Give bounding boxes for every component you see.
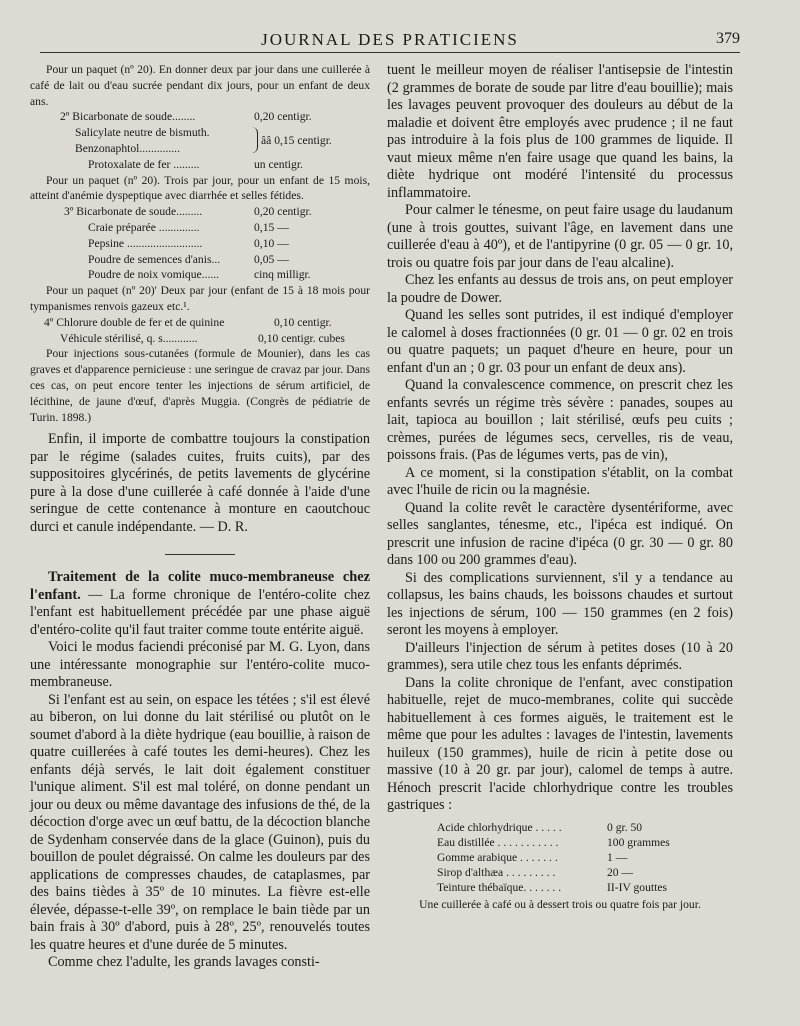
drug-line bbox=[30, 267, 370, 283]
paragraph: Quand la convalescence commence, on prescrit chez les enfants sevrés un régime très sévère : panades, soupes au lait, tapioca au bouillon ; lait stérilisé, œufs peu cuits ; crèmes, purées de légumes secs, cervelles, ris de veau, poissons frais. (Pas de légumes verts, pas de vin), bbox=[387, 377, 733, 463]
recipe-line bbox=[387, 879, 733, 894]
paragraph: Dans la colite chronique de l'enfant, avec constipation habituelle, rejet de muco-membranes, colite qui succède habituellement à ces formes aiguës, le traitement est le même que pour les adultes : lavages de l'intestin, lavements huileux (150 grammes), huile de ricin à petite dose ou massive (10 à 20 gr. par jour), calomel de temps à autre. Hénoch prescrit l'acide chlorhydrique contre les troubles gastriques : bbox=[387, 674, 733, 813]
paragraph: Voici le modus faciendi préconisé par M. G. Lyon, dans une intéressante monographie sur l'entéro-colite muco-membraneuse. bbox=[30, 639, 370, 691]
drug-dose: 0,10 centigr. cubes bbox=[258, 331, 345, 345]
paragraph: Si l'enfant est au sein, on espace les tétées ; s'il est élevé au biberon, on lui donne du lait stérilisé ou plutôt on le soumet d'abord à la diète hydrique (eau bouillie, à raison de quatre cuillerées à café toutes les demi-heures). Chez les enfants déjà servés, le lait doit également constituer l'unique aliment. S'il est mal toléré, on donne pendant un jour ou deux ou même davantage des infusions de thé, de la décoction d'orge avec un œuf battu, de la décoction blanche de Sydenham conservée dans de la glace (Guinon), puis du bouillon de poulet dégraissé. On calme les douleurs par des applications de compresses chaudes, de cataplasmes, par des bains tièdes à 35º de 10 minutes. La fièvre est-elle élevée, dépasse-t-elle 39º, on remplace le bain tiède par un bain frais à 30º d'abord, puis à 28º, 25º, renouvelés toutes les quatre heures et d'une durée de 5 minutes. bbox=[30, 691, 370, 953]
drug-name: Poudre de noix vomique...... bbox=[88, 268, 220, 282]
drug-dose: un centigr. bbox=[254, 157, 303, 171]
recipe-ingredient: Acide chlorhydrique . . . . . bbox=[437, 820, 562, 834]
drug-dose: ââ 0,15 centigr. bbox=[261, 134, 332, 148]
left-column bbox=[30, 62, 370, 972]
page-number: 379 bbox=[716, 30, 740, 47]
drug-line bbox=[30, 220, 370, 236]
paragraph: tuent le meilleur moyen de réaliser l'antisepsie de l'intestin (2 grammes de borate de soude par litre d'eau bouillie); mais les lavages peuvent provoquer des douleurs au début de la maladie et doivent être employés avec prudence ; il ne faut pas introduire à la fois plus de 100 grammes de liquide. Il vaut mieux même n'en faire usage que quand les bains, la diète hydrique ont modéré l'intensité du processus inflammatoire. bbox=[387, 62, 733, 201]
paragraph: Si des complications surviennent, s'il y a tendance au collapsus, les bains chauds, les boissons chaudes et surtout les injections de sérum, 100 — 150 grammes (en 2 fois) seront les moyens à employer. bbox=[387, 569, 733, 638]
section-intro bbox=[30, 569, 370, 639]
drug-dose: 0,20 centigr. bbox=[254, 205, 312, 219]
drug-line bbox=[30, 109, 370, 125]
drug-line bbox=[30, 157, 370, 173]
drug-dose: 0,05 — bbox=[254, 252, 289, 266]
recipe-line bbox=[387, 864, 733, 879]
section-separator bbox=[165, 554, 235, 555]
right-column bbox=[387, 62, 733, 913]
drug-line bbox=[30, 204, 370, 220]
drug-name: Pepsine .......................... bbox=[88, 236, 203, 250]
drug-name: 2º Bicarbonate de soude........ bbox=[60, 110, 196, 124]
drug-name: 3º Bicarbonate de soude......... bbox=[64, 205, 203, 219]
paragraph: Quand la colite revêt le caractère dysentériforme, avec selles sanglantes, ténesme, etc., l'ipéca est indiqué. On prescrit une infusion de racine d'ipéca (0 gr. 30 — 0 gr. 80 dans 100 ou 200 grammes d'eau). bbox=[387, 499, 733, 568]
prescription-note-3: Pour un paquet (nº 20)' Deux par jour (enfant de 15 à 18 mois pour tympanismes renvois gazeux etc.¹. bbox=[30, 284, 370, 313]
drug-dose: 0,15 — bbox=[254, 220, 289, 234]
drug-name: Véhicule stérilisé, q. s............ bbox=[60, 331, 198, 345]
paragraph: A ce moment, si la constipation s'établit, on la combat avec l'huile de ricin ou la magnésie. bbox=[387, 464, 733, 498]
article-body-left bbox=[30, 431, 370, 972]
recipe-ingredient: Gomme arabique . . . . . . . bbox=[437, 850, 558, 864]
recipe-instructions: Une cuillerée à café ou à dessert trois ou quatre fois par jour. bbox=[419, 897, 701, 911]
paragraph: Comme chez l'adulte, les grands lavages consti- bbox=[48, 954, 320, 971]
drug-name: Salicylate neutre de bismuth. bbox=[75, 126, 210, 140]
drug-dose: 0,20 centigr. bbox=[254, 110, 312, 124]
recipe-ingredient: Sirop d'althæa . . . . . . . . . bbox=[437, 865, 556, 879]
drug-name: Craie préparée .............. bbox=[88, 220, 200, 234]
recipe-dose: 1 — bbox=[607, 850, 628, 864]
paragraph: Quand les selles sont putrides, il est indiqué d'employer le calomel à doses fractionnées (0 gr. 01 — 0 gr. 02 en trois ou quatre paquets; un paquet d'heure en heure, pour un enfant d'un an ; 0 gr. 03 pour un enfant de deux ans). bbox=[387, 307, 733, 376]
drug-dose: 0,10 — bbox=[254, 236, 289, 250]
drug-line bbox=[30, 236, 370, 252]
drug-dose: cinq milligr. bbox=[254, 268, 311, 282]
paragraph-text: — La forme chronique de l'entéro-colite chez l'enfant est habituellement précédée par une phase aiguë d'entéro-colite qu'il faut traiter comme toute entérite aiguë. bbox=[30, 586, 370, 638]
prescription-note-4: Pour injections sous-cutanées (formule de Mounier), dans les cas graves et d'apparence pernicieuse : une seringue de cravaz par jour. Dans ces cas, on peut encore tenter les injections de sérum artificiel, de lécithine, de jaune d'œuf, d'après Muggia. (Congrès de pédiatrie de Turin. 1898.) bbox=[30, 347, 370, 424]
section-heading: Traitement de la colite muco-membraneuse chez l'enfant. bbox=[30, 569, 370, 603]
recipe-ingredient: Eau distillée . . . . . . . . . . . bbox=[437, 835, 559, 849]
recipe-table bbox=[387, 819, 733, 914]
drug-name: Poudre de semences d'anis... bbox=[88, 252, 221, 266]
recipe-line bbox=[387, 834, 733, 849]
paragraph: Pour calmer le ténesme, on peut faire usage du laudanum (une à trois gouttes, suivant l'âge, en lavement dans une cuillerée d'eau à 40º), et de l'antipyrine (0 gr. 05 — 0 gr. 10, trois ou quatre fois par jour dans de l'eau alcaline). bbox=[387, 202, 733, 271]
drug-dose: 0,10 centigr. bbox=[274, 315, 332, 329]
prescription-note-1: Pour un paquet (nº 20). En donner deux par jour dans une cuillerée à café de lait ou d'eau sucrée pendant dix jours, pour un enfant de deux ans. bbox=[30, 63, 370, 108]
paragraph: Chez les enfants au dessus de trois ans, on peut employer la poudre de Dower. bbox=[387, 272, 733, 306]
recipe-line bbox=[387, 849, 733, 864]
recipe-ingredient: Teinture thébaïque. . . . . . . bbox=[437, 880, 562, 894]
brace-symbol bbox=[251, 127, 258, 153]
recipe-dose: II-IV gouttes bbox=[607, 880, 667, 894]
journal-title: JOURNAL DES PRATICIENS bbox=[261, 30, 519, 49]
recipe-dose: 100 grammes bbox=[607, 835, 670, 849]
paragraph: Enfin, il importe de combattre toujours la constipation par le régime (salades cuites, fruits cuits), par des suppositoires glycérinés, de petits lavements de glycérine pure à la dose d'une cuillerée à café donnée à l'aide d'une seringue de cette contenance à monture en caoutchouc durci et canule indépendante. — D. R. bbox=[30, 431, 370, 535]
prescription-note-2: Pour un paquet (nº 20). Trois par jour, pour un enfant de 15 mois, atteint d'anémie dyspeptique avec diarrhée et selles fétides. bbox=[30, 173, 370, 203]
prescriptions-block bbox=[30, 62, 370, 425]
recipe-dose: 20 — bbox=[607, 865, 634, 879]
drug-brace-group bbox=[75, 125, 370, 157]
drug-name: 4º Chlorure double de fer et de quinine bbox=[44, 315, 225, 329]
drug-line bbox=[30, 252, 370, 268]
running-header bbox=[40, 28, 740, 53]
drug-line bbox=[30, 331, 370, 347]
drug-line bbox=[30, 315, 370, 331]
drug-name: Protoxalate de fer ......... bbox=[88, 157, 200, 171]
recipe-line bbox=[387, 819, 733, 834]
paragraph: D'ailleurs l'injection de sérum à petites doses (10 à 20 grammes), sera utile chez tous les enfants déprimés. bbox=[387, 639, 733, 673]
recipe-dose: 0 gr. 50 bbox=[607, 820, 643, 834]
drug-name: Benzonaphtol.............. bbox=[75, 141, 180, 155]
